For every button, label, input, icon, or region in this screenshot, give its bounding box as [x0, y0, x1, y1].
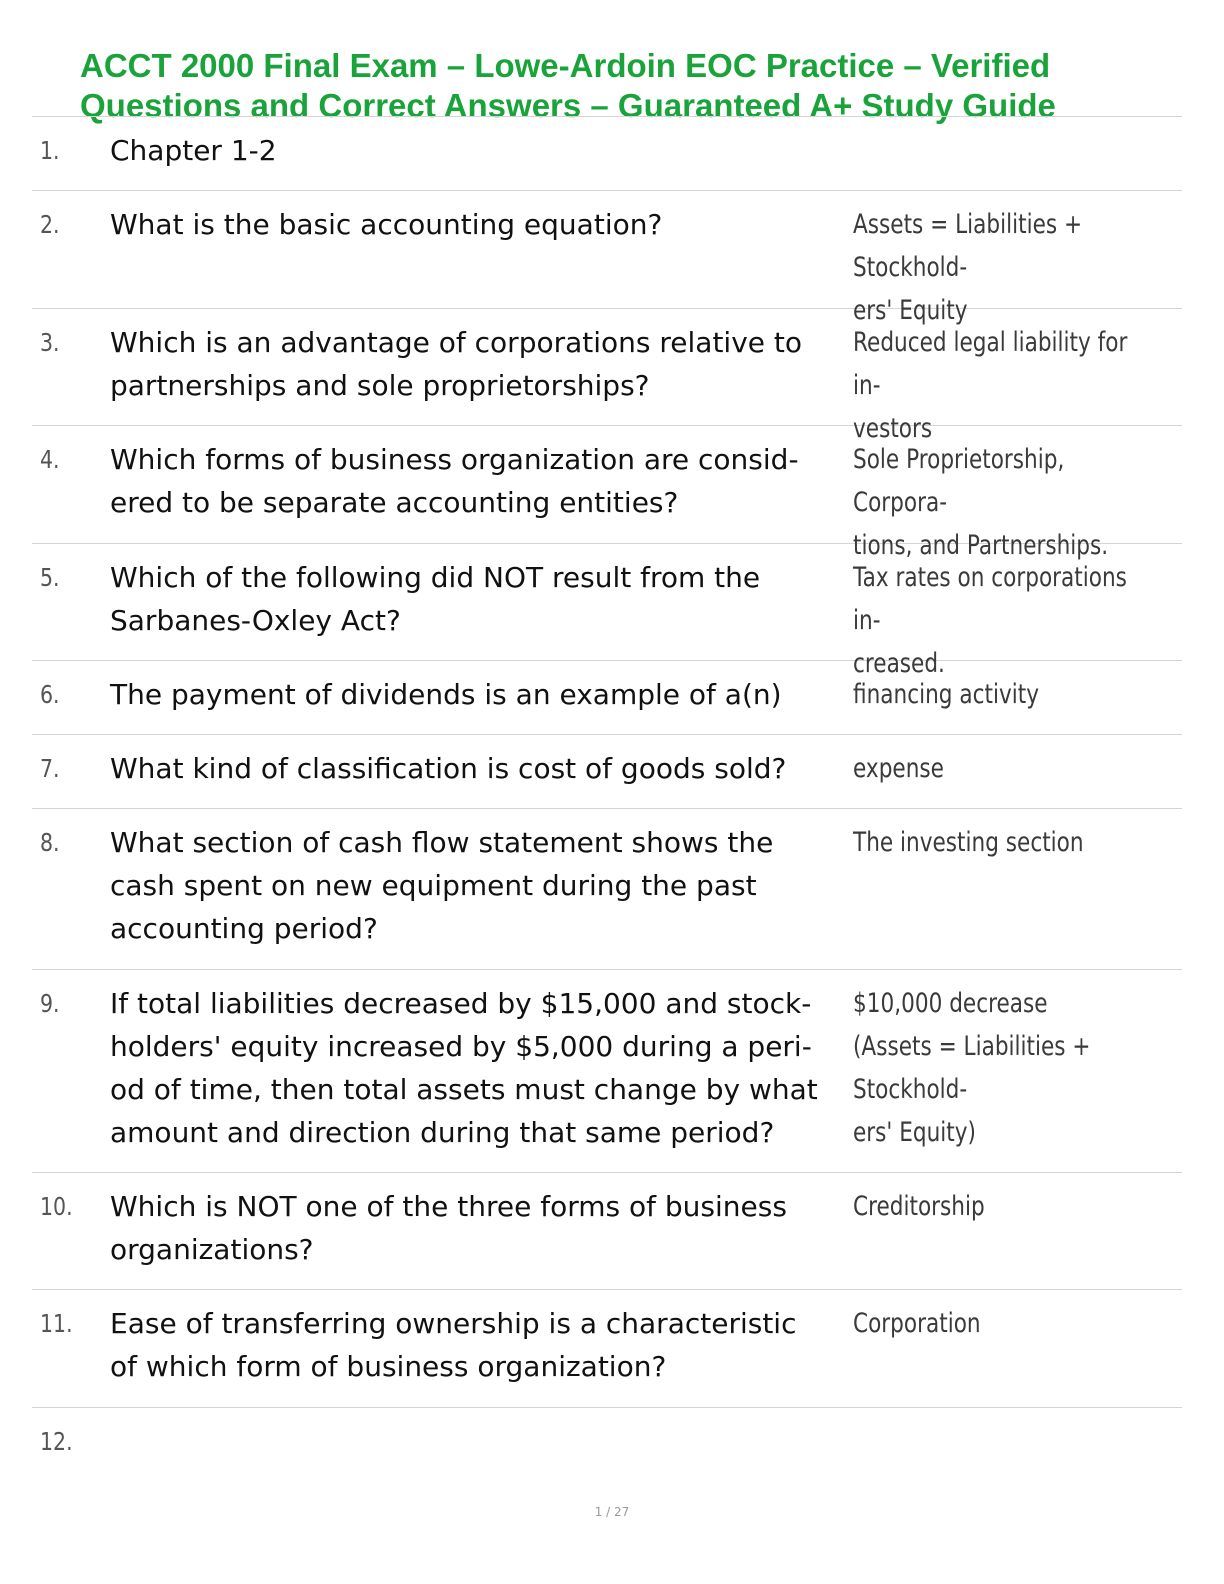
card-question: Ease of transferring ownership is a characteristic of which form of business organization?: [110, 1307, 797, 1383]
flashcard-row: [32, 1290, 1182, 1408]
document-title-line-2: Questions and Correct Answers – Guaranteed A+ Study Guide: [80, 87, 1056, 124]
card-number: 9.: [40, 989, 60, 1018]
card-question: What is the basic accounting equation?: [110, 208, 663, 241]
card-answer: Sole Proprietorship, Corpora- tions, and Partnerships.: [853, 444, 1109, 561]
card-number: 4.: [40, 445, 60, 474]
card-question: Which is an advantage of corporations relative to partnerships and sole proprietorships?: [110, 326, 803, 402]
card-number: 6.: [40, 680, 60, 709]
page-indicator: 1 / 27: [594, 1505, 630, 1519]
flashcard-row: [32, 661, 1182, 735]
flashcard-row: [32, 426, 1182, 561]
card-question: Which forms of business organization are consid- ered to be separate accounting entities?: [110, 443, 799, 519]
card-number: 11.: [40, 1309, 73, 1338]
flashcard-row: [32, 735, 1182, 809]
flashcard-row: [32, 970, 1182, 1173]
flashcard-row: [32, 191, 1182, 326]
flashcard-row: [32, 1173, 1182, 1290]
card-question: Chapter 1-2: [110, 134, 277, 167]
card-question: If total liabilities decreased by $15,000 and stock- holders' equity increased by $5,000 during a peri- od of time, then total assets must change by what amount and direction during that same period?: [110, 987, 818, 1149]
card-number: 7.: [40, 754, 60, 783]
flashcard-row: [32, 309, 1182, 444]
card-question: The payment of dividends is an example of a(n): [110, 678, 782, 711]
card-number: 10.: [40, 1192, 73, 1221]
card-number: 2.: [40, 210, 60, 239]
card-answer: Corporation: [853, 1308, 981, 1339]
card-answer: $10,000 decrease (Assets = Liabilities + Stockhold- ers' Equity): [853, 988, 1091, 1148]
card-number: 5.: [40, 563, 60, 592]
flashcard-list: [32, 117, 1182, 1478]
card-number: 3.: [40, 328, 60, 357]
flashcard-row: [32, 544, 1182, 679]
card-answer: expense: [853, 753, 944, 784]
document-title: [80, 46, 1190, 126]
card-question: What kind of classification is cost of goods sold?: [110, 752, 787, 785]
card-question: Which of the following did NOT result from the Sarbanes-Oxley Act?: [110, 561, 761, 637]
card-number: 1.: [40, 136, 60, 165]
card-number: 8.: [40, 828, 60, 857]
card-question: Which is NOT one of the three forms of business organizations?: [110, 1190, 787, 1266]
flashcard-row: [32, 1408, 1182, 1478]
flashcard-row: [32, 117, 1182, 191]
card-answer: The investing section: [853, 827, 1084, 858]
document-title-line-1: ACCT 2000 Final Exam – Lowe-Ardoin EOC Practice – Verified: [80, 47, 1051, 84]
card-number: 12.: [40, 1427, 73, 1456]
card-answer: Reduced legal liability for in- vestors: [853, 327, 1128, 444]
card-answer: Tax rates on corporations in- creased.: [853, 562, 1127, 679]
card-answer: financing activity: [853, 679, 1039, 710]
card-answer: Assets = Liabilities + Stockhold- ers' Equity: [853, 209, 1083, 326]
card-question: What section of cash flow statement shows the cash spent on new equipment during the past accounting period?: [110, 826, 774, 945]
flashcard-row: [32, 809, 1182, 970]
card-answer: Creditorship: [853, 1191, 985, 1222]
